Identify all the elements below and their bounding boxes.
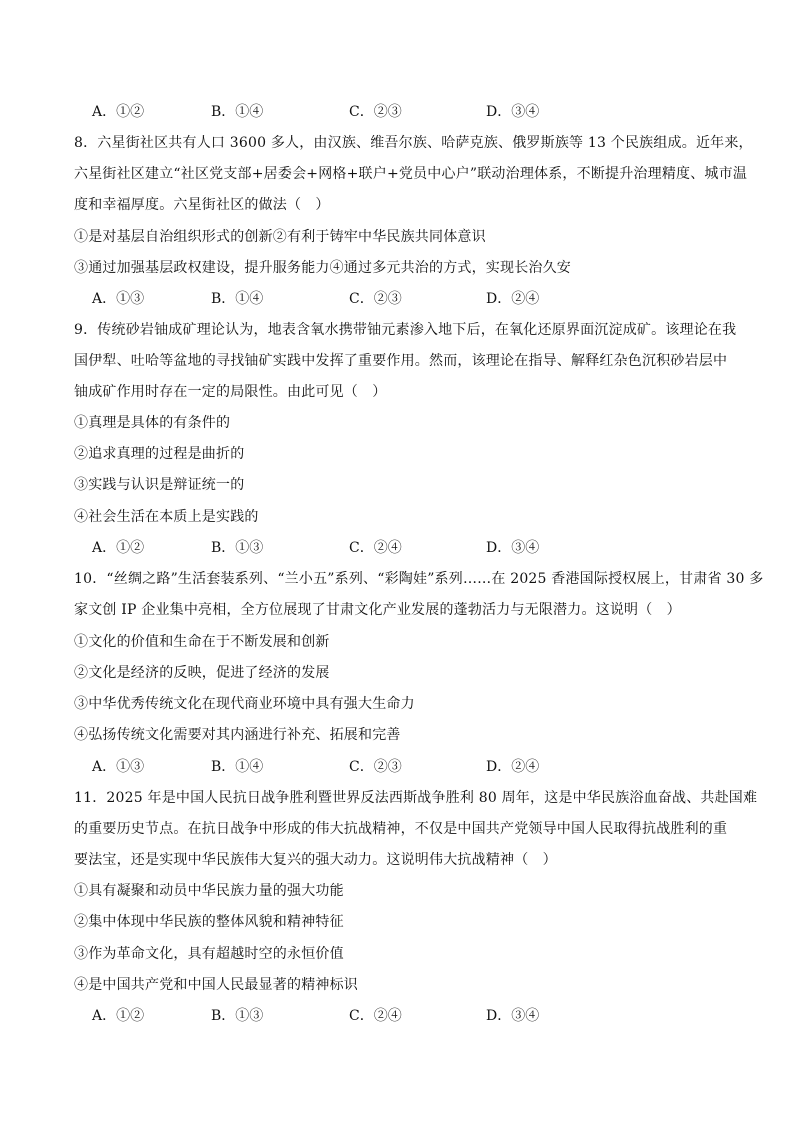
q7-option-a: A．①② xyxy=(92,104,145,120)
q11-statement-1: ①具有凝聚和动员中华民族力量的强大功能 xyxy=(74,883,344,899)
q10-option-c: C．②③ xyxy=(349,759,402,775)
q10-option-a: A．①③ xyxy=(92,759,145,775)
q11-stem-line-2: 的重要历史节点。在抗日战争中形成的伟大抗战精神，不仅是中国共产党领导中国人民取得抗战胜利的重 xyxy=(74,821,728,837)
q10-statement-4: ④弘扬传统文化需要对其内涵进行补充、拓展和完善 xyxy=(74,727,401,743)
q9-stem-line-1: 9．传统砂岩铀成矿理论认为，地表含氧水携带铀元素渗入地下后，在氧化还原界面沉淀成矿。该理论在我 xyxy=(74,322,737,338)
q10-statement-1: ①文化的价值和生命在于不断发展和创新 xyxy=(74,634,330,650)
q8-option-d: D．②④ xyxy=(486,291,540,307)
q11-stem-line-3: 要法宝，还是实现中华民族伟大复兴的强大动力。这说明伟大抗战精神（ ） xyxy=(74,852,557,868)
q9-statement-3: ③实践与认识是辩证统一的 xyxy=(74,477,245,493)
q8-stem-line-2: 六星街社区建立“社区党支部+居委会+网格+联户+党员中心户”联动治理体系，不断提升治理精度、城市温 xyxy=(74,166,748,182)
q9-options xyxy=(92,538,732,558)
q9-stem-line-2: 国伊犁、吐哈等盆地的寻找铀矿实践中发挥了重要作用。然而，该理论在指导、解释红杂色沉积砂岩层中 xyxy=(74,353,728,369)
q10-stem-line-1: 10．“丝绸之路”生活套装系列、“兰小五”系列、“彩陶娃”系列……在 2025 香港国际授权展上，甘肃省 30 多 xyxy=(74,571,764,587)
q8-stem-line-1: 8．六星街社区共有人口 3600 多人，由汉族、维吾尔族、哈萨克族、俄罗斯族等 13 个民族组成。近年来， xyxy=(74,135,753,151)
q9-statement-2: ②追求真理的过程是曲折的 xyxy=(74,446,245,462)
q9-stem-line-3: 铀成矿作用时存在一定的局限性。由此可见（ ） xyxy=(74,384,387,400)
q8-option-a: A．①③ xyxy=(92,291,145,307)
q11-option-d: D．③④ xyxy=(486,1008,540,1024)
q8-statement-1: ①是对基层自治组织形式的创新②有利于铸牢中华民族共同体意识 xyxy=(74,229,486,245)
q7-option-d: D．③④ xyxy=(486,104,540,120)
q9-statement-4: ④社会生活在本质上是实践的 xyxy=(74,509,259,525)
q10-statement-2: ②文化是经济的反映，促进了经济的发展 xyxy=(74,665,330,681)
q11-option-c: C．②④ xyxy=(349,1008,402,1024)
q10-option-b: B．①④ xyxy=(211,759,264,775)
q11-statement-3: ③作为革命文化，具有超越时空的永恒价值 xyxy=(74,946,344,962)
q11-stem-line-1: 11．2025 年是中国人民抗日战争胜利暨世界反法西斯战争胜利 80 周年，这是中华民族浴血奋战、共赴国难 xyxy=(74,790,758,806)
q7-option-c: C．②③ xyxy=(349,104,402,120)
q9-option-d: D．③④ xyxy=(486,540,540,556)
q11-statement-4: ④是中国共产党和中国人民最显著的精神标识 xyxy=(74,977,358,993)
q9-option-c: C．②④ xyxy=(349,540,402,556)
q11-statement-2: ②集中体现中华民族的整体风貌和精神特征 xyxy=(74,914,344,930)
q10-statement-3: ③中华优秀传统文化在现代商业环境中具有强大生命力 xyxy=(74,696,415,712)
q9-option-a: A．①② xyxy=(92,540,145,556)
q8-stem-line-3: 度和幸福厚度。六星街社区的做法（ ） xyxy=(74,197,330,213)
q11-option-b: B．①③ xyxy=(211,1008,264,1024)
q8-options xyxy=(92,289,732,309)
q8-statement-2: ③通过加强基层政权建设，提升服务能力④通过多元共治的方式，实现长治久安 xyxy=(74,260,571,276)
q9-statement-1: ①真理是具体的有条件的 xyxy=(74,415,231,431)
q11-options xyxy=(92,1006,732,1026)
q8-option-b: B．①④ xyxy=(211,291,264,307)
q9-option-b: B．①③ xyxy=(211,540,264,556)
q7-option-b: B．①④ xyxy=(211,104,264,120)
q10-options xyxy=(92,757,732,777)
q10-option-d: D．②④ xyxy=(486,759,540,775)
q11-option-a: A．①② xyxy=(92,1008,145,1024)
q8-option-c: C．②③ xyxy=(349,291,402,307)
q7-options xyxy=(92,102,732,122)
q10-stem-line-2: 家文创 IP 企业集中亮相，全方位展现了甘肃文化产业发展的蓬勃活力与无限潜力。这说明（ ） xyxy=(74,602,681,618)
